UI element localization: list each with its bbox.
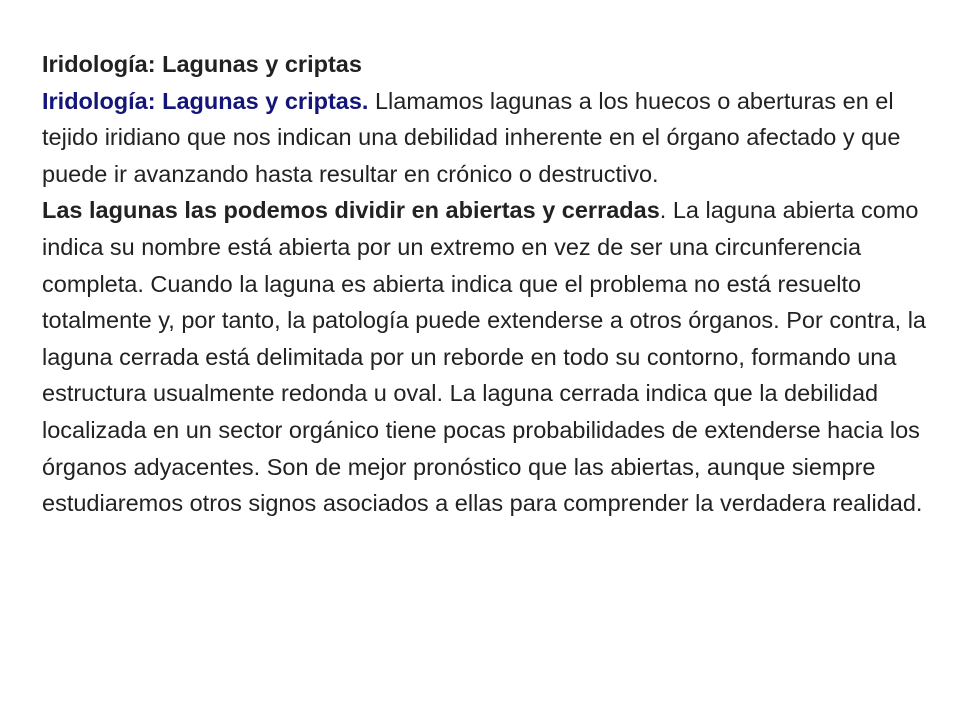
slide-content: [42, 46, 942, 522]
paragraph-definition-lead: Iridología: Lagunas y criptas.: [42, 87, 369, 114]
paragraph-definition: [42, 83, 942, 193]
paragraph-definition-text: Llamamos lagunas a los huecos o aberturas en el tejido iridiano que nos indican una debilidad inherente en el órgano afectado y que puede ir avanzando hasta resultar en crónico o destructivo.: [42, 87, 901, 187]
slide-title: Iridología: Lagunas y criptas: [42, 51, 362, 77]
paragraph-types-text: . La laguna abierta como indica su nombre está abierta por un extremo en vez de ser una circunferencia completa. Cuando la laguna es abierta indica que el problema no está resuelto totalmente y, por tanto, la patología puede extenderse a otros órganos. Por contra, la laguna cerrada está delimitada por un reborde en todo su contorno, formando una estructura usualmente redonda u oval. La laguna cerrada indica que la debilidad localizada en un sector orgánico tiene pocas probabilidades de extenderse hacia los órganos adyacentes. Son de mejor pronóstico que las abiertas, aunque siempre estudiaremos otros signos asociados a ellas para comprender la verdadera realidad.: [42, 197, 926, 517]
paragraph-types: [42, 192, 942, 521]
paragraph-types-lead: Las lagunas las podemos dividir en abiertas y cerradas: [42, 197, 660, 224]
